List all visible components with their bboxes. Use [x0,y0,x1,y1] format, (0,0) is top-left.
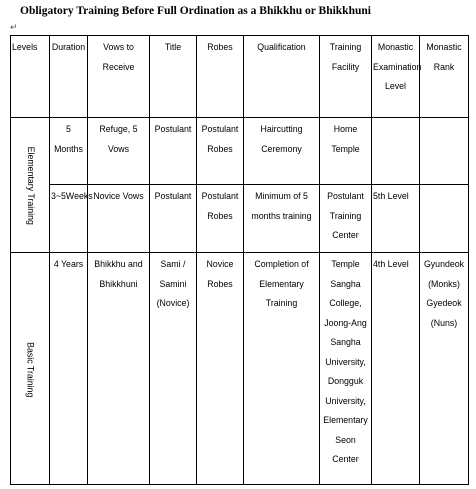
group-elementary: Elementary Training [11,118,50,253]
cell-duration: 4 Years [50,253,88,485]
cell-title: Postulant [150,185,197,253]
header-monastic-exam: Monastic Examination Level [372,36,420,118]
header-row [11,36,469,118]
cell-vows: Refuge, 5 Vows [88,118,150,185]
cell-facility: Home Temple [320,118,372,185]
cell-qualification: Completion of Elementary Training [244,253,320,485]
table-row [11,253,469,485]
header-levels: Levels [11,36,50,118]
training-table [10,35,469,485]
cell-rank: Gyundeok (Monks) Gyedeok (Nuns) [420,253,469,485]
paragraph-mark: ↵ [10,22,18,32]
cell-duration: 5 Months [50,118,88,185]
cell-vows: Novice Vows [88,185,150,253]
header-robes: Robes [197,36,244,118]
cell-exam: 5th Level [372,185,420,253]
header-duration: Duration [50,36,88,118]
table-row [11,118,469,185]
cell-robes: Postulant Robes [197,118,244,185]
cell-exam: 4th Level [372,253,420,485]
header-qualification: Qualification [244,36,320,118]
group-basic: Basic Training [11,253,50,485]
cell-vows: Bhikkhu and Bhikkhuni [88,253,150,485]
cell-rank [420,118,469,185]
document-title: Obligatory Training Before Full Ordination as a Bhikkhu or Bhikkhuni [20,5,371,17]
table-row [11,185,469,253]
cell-facility: Postulant Training Center [320,185,372,253]
cell-exam [372,118,420,185]
cell-facility: Temple Sangha College, Joong-Ang Sangha University, Dongguk University, Elementary Seon Center [320,253,372,485]
cell-robes: Novice Robes [197,253,244,485]
cell-title: Postulant [150,118,197,185]
header-title: Title [150,36,197,118]
cell-title: Sami / Samini (Novice) [150,253,197,485]
cell-rank [420,185,469,253]
cell-robes: Postulant Robes [197,185,244,253]
header-vows: Vows to Receive [88,36,150,118]
cell-duration: 3~5Weeks [50,185,88,253]
cell-qualification: Haircutting Ceremony [244,118,320,185]
header-facility: Training Facility [320,36,372,118]
header-monastic-rank: Monastic Rank [420,36,469,118]
cell-qualification: Minimum of 5 months training [244,185,320,253]
